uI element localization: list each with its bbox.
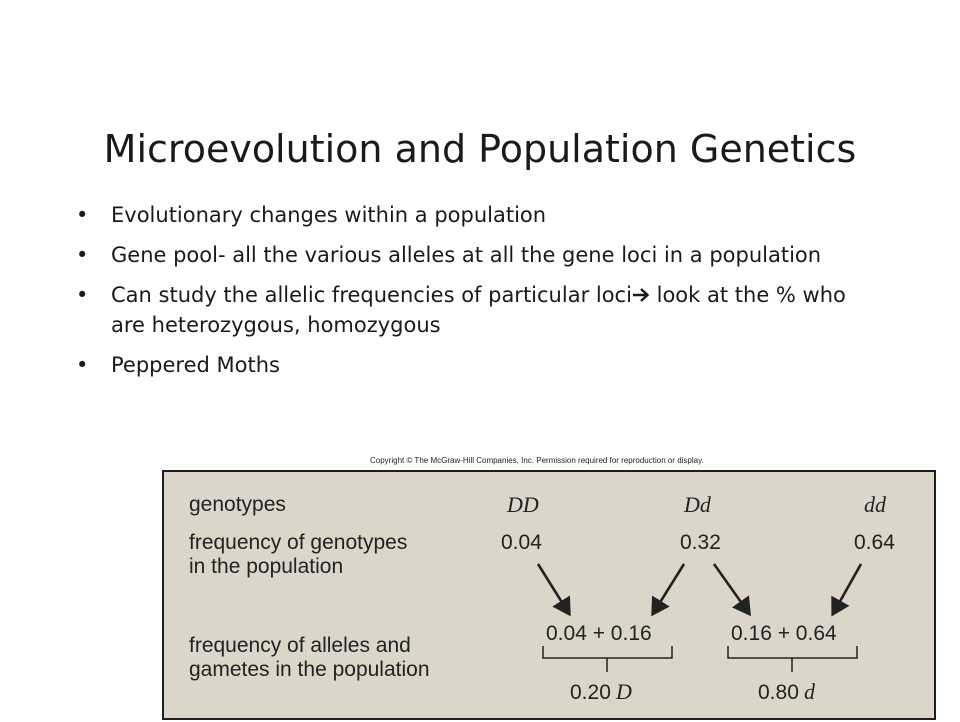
row-label-genotypes: genotypes bbox=[189, 493, 286, 516]
allele-symbol: d bbox=[803, 679, 815, 704]
bullet-text: Gene pool- all the various alleles at all the gene loci in a population bbox=[111, 243, 822, 267]
genotype-frequency-value: 0.32 bbox=[680, 531, 721, 554]
copyright-notice: Copyright © The McGraw-Hill Companies, Inc. Permission required for reproduction or display. bbox=[370, 456, 704, 465]
genotype-label: dd bbox=[864, 492, 886, 517]
bullet-dot: • bbox=[76, 283, 89, 307]
bullet-text: Peppered Moths bbox=[111, 353, 280, 377]
allele-sum: 0.16 + 0.64 bbox=[731, 622, 837, 645]
allele-total bbox=[570, 679, 632, 705]
arrow bbox=[714, 564, 748, 612]
allele-frequency-figure bbox=[162, 470, 936, 720]
bullet-item bbox=[76, 280, 866, 340]
label-line: gametes in the population bbox=[189, 658, 430, 681]
label-line: frequency of genotypes bbox=[189, 531, 408, 554]
row-label-genotype-frequency bbox=[189, 531, 407, 579]
arrow bbox=[538, 564, 568, 612]
allele-symbol: D bbox=[615, 679, 632, 704]
row-label-allele-frequency bbox=[189, 634, 430, 682]
bullet-list bbox=[76, 200, 866, 390]
bullet-text: Evolutionary changes within a population bbox=[111, 203, 547, 227]
bullet-dot: • bbox=[76, 203, 89, 227]
genotype-label: Dd bbox=[684, 492, 711, 517]
allele-sum: 0.04 + 0.16 bbox=[546, 622, 652, 645]
bullet-item bbox=[76, 240, 866, 270]
genotype-frequency-value: 0.04 bbox=[501, 531, 542, 554]
bullet-item bbox=[76, 200, 866, 230]
bracket bbox=[728, 646, 857, 672]
label-line: frequency of alleles and bbox=[189, 634, 411, 657]
genotype-label: DD bbox=[507, 492, 539, 517]
genotype-frequency-value: 0.64 bbox=[854, 531, 895, 554]
allele-total bbox=[758, 679, 815, 705]
allele-total-value: 0.80 bbox=[758, 681, 799, 704]
label-line: in the population bbox=[189, 555, 344, 578]
slide-title: Microevolution and Population Genetics bbox=[103, 127, 857, 172]
bracket bbox=[543, 646, 672, 672]
bullet-text: look at the % who are heterozygous, homozygous bbox=[111, 283, 846, 337]
allele-total-value: 0.20 bbox=[570, 681, 611, 704]
bullet-dot: • bbox=[76, 353, 89, 377]
arrow bbox=[654, 564, 684, 612]
bullet-item bbox=[76, 350, 866, 380]
bullet-dot: • bbox=[76, 243, 89, 267]
right-arrow-icon bbox=[632, 283, 650, 307]
bullet-text: Can study the allelic frequencies of particular loci bbox=[111, 283, 632, 307]
arrow bbox=[834, 564, 861, 612]
